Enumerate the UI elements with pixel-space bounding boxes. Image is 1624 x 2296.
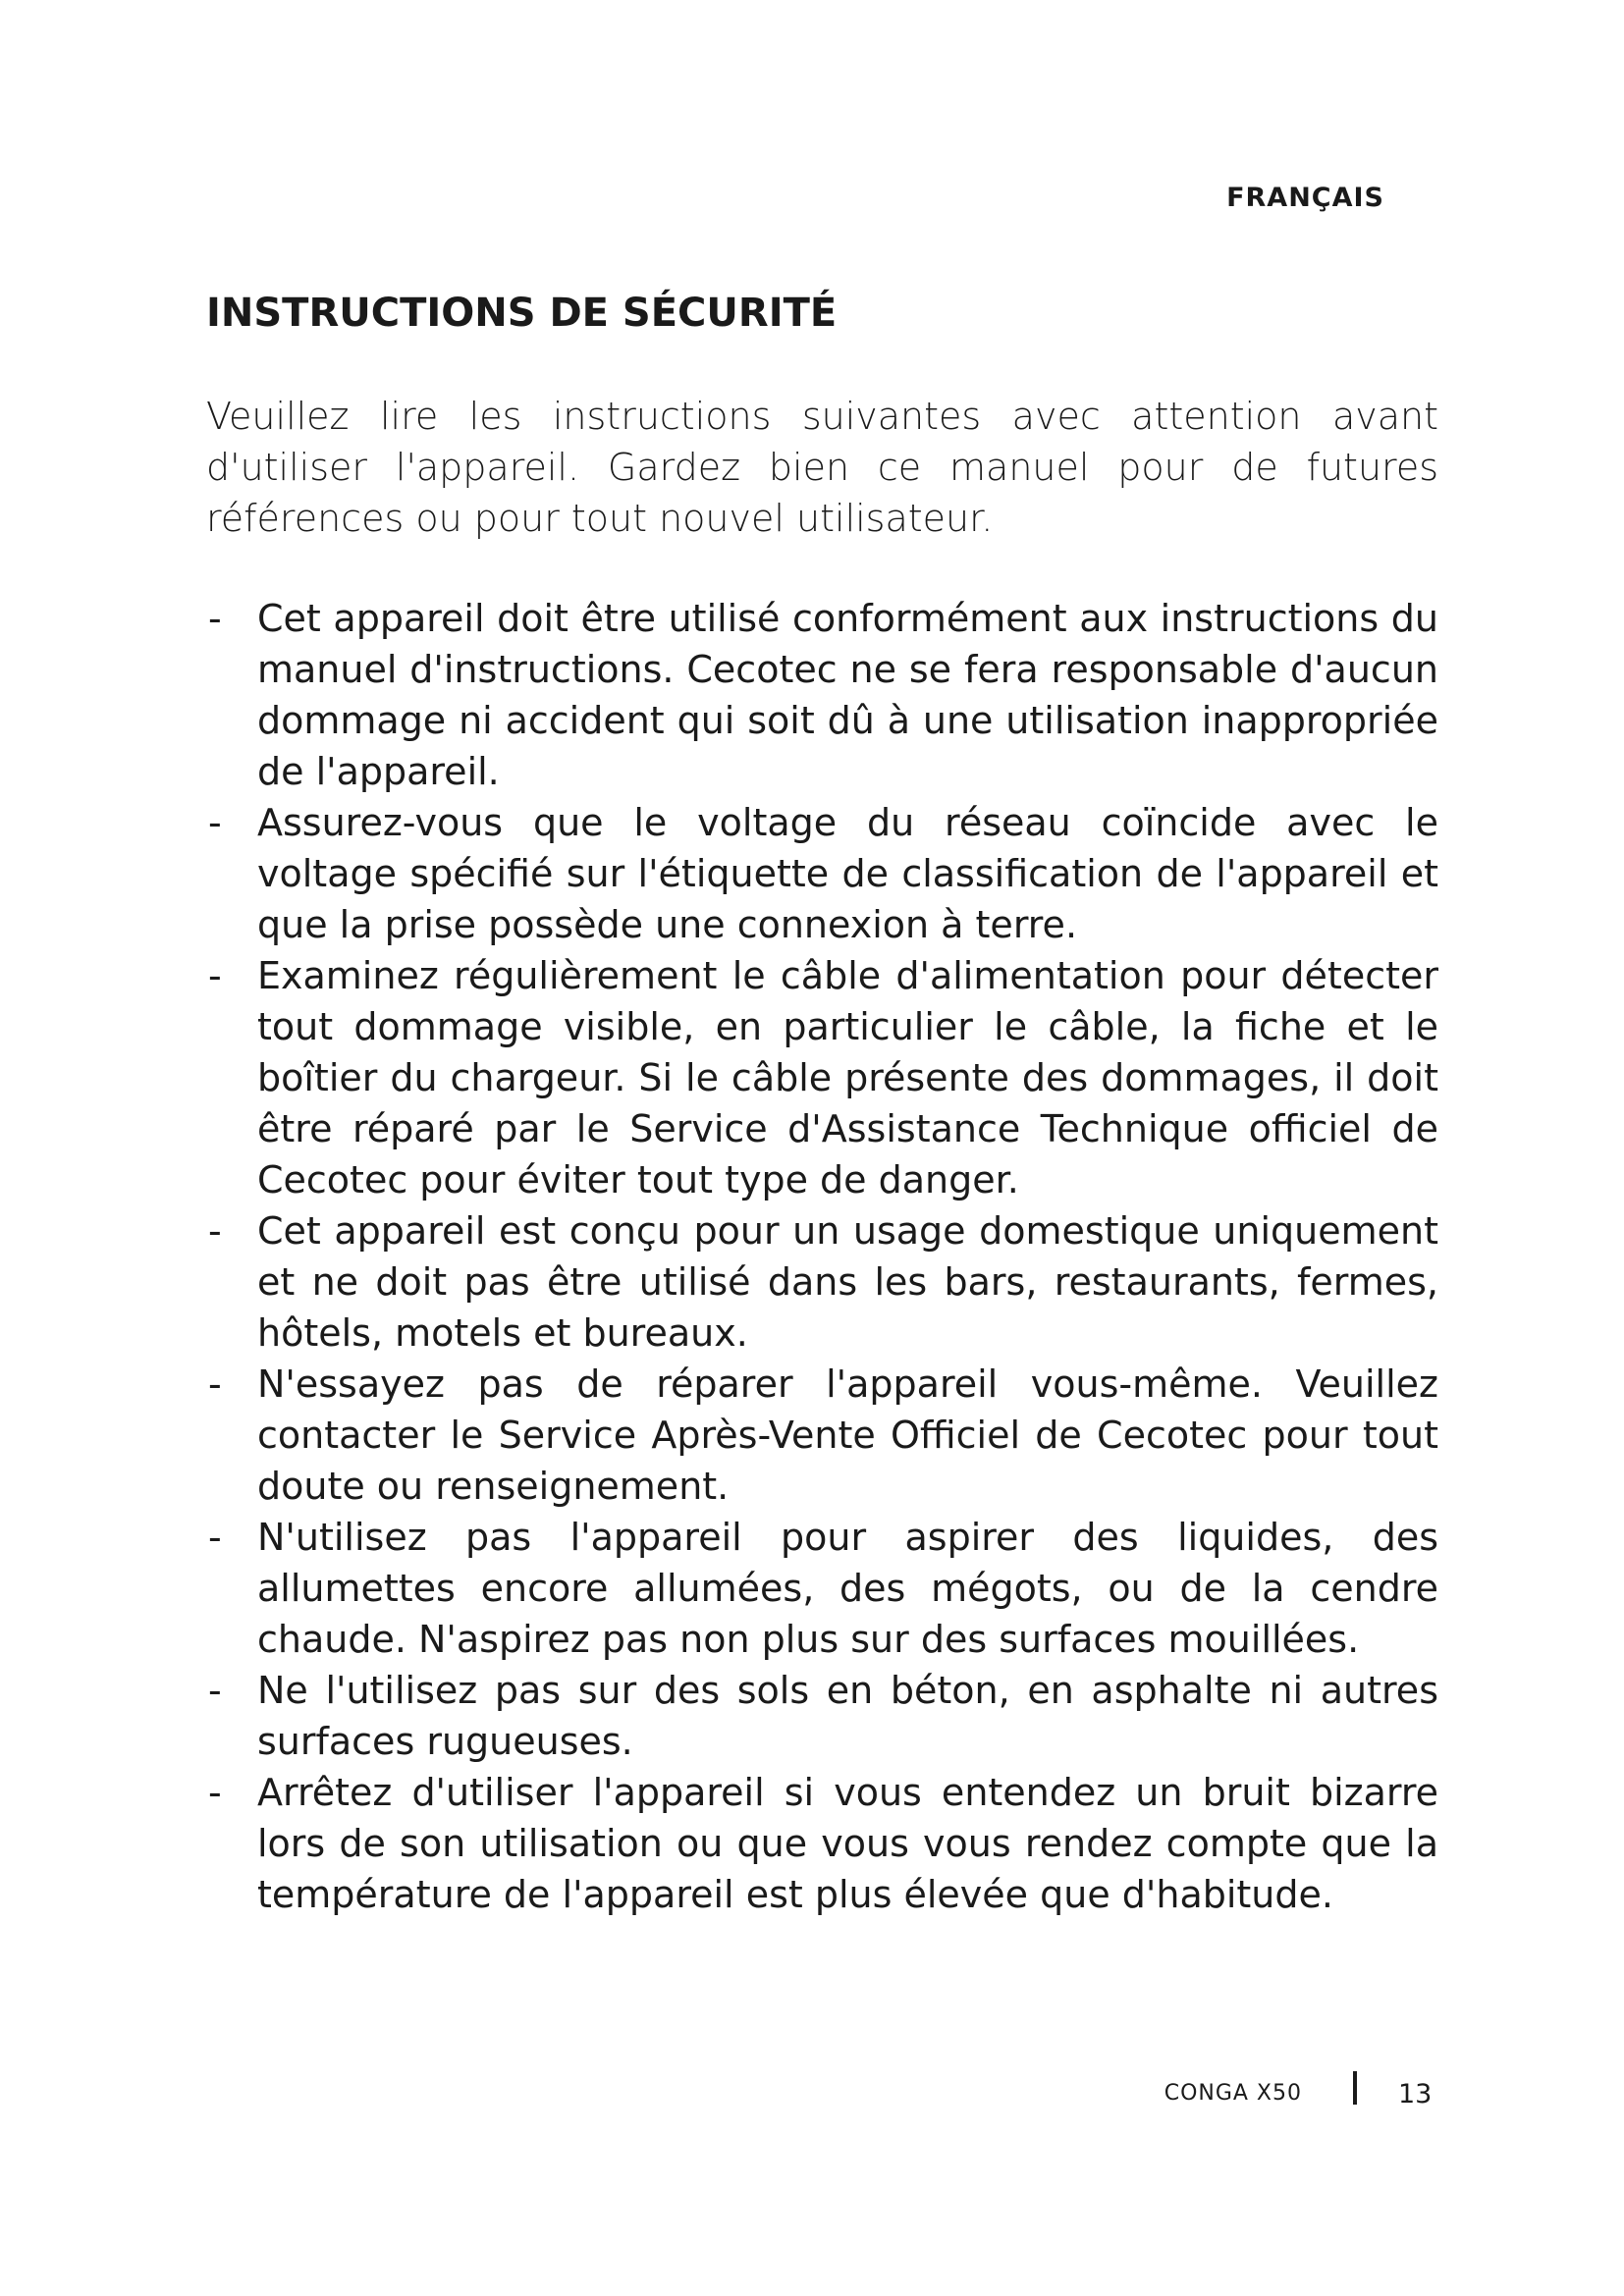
list-item bbox=[206, 1205, 1438, 1359]
list-item-text: Cet appareil est conçu pour un usage domestique uniquement et ne doit pas être utilisé dans les bars, restaurants, fermes, hôtels, motels et bureaux. bbox=[257, 1209, 1438, 1355]
list-item-text: Examinez régulièrement le câble d'alimentation pour détecter tout dommage visible, en particulier le câble, la fiche et le boîtier du chargeur. Si le câble présente des dommages, il doit être réparé par le Service d'Assistance Technique officiel de Cecotec pour éviter tout type de danger. bbox=[257, 954, 1438, 1201]
list-item bbox=[206, 593, 1438, 797]
page-number: 13 bbox=[1398, 2079, 1433, 2109]
list-item bbox=[206, 1665, 1438, 1767]
bullet-dash: - bbox=[208, 1362, 222, 1406]
intro-paragraph: Veuillez lire les instructions suivantes avec attention avant d'utiliser l'appareil. Gardez bien ce manuel pour de futures références ou pour tout nouvel utilisateur. bbox=[206, 395, 1438, 540]
list-item-text: N'essayez pas de réparer l'appareil vous-même. Veuillez contacter le Service Après-Vente Officiel de Cecotec pour tout doute ou renseignement. bbox=[257, 1362, 1438, 1508]
safety-instructions-list bbox=[206, 593, 1438, 1920]
footer-separator bbox=[1353, 2071, 1357, 2105]
list-item-text: Arrêtez d'utiliser l'appareil si vous entendez un bruit bizarre lors de son utilisation ou que vous vous rendez compte que la température de l'appareil est plus élevée que d'habitude. bbox=[257, 1771, 1438, 1916]
list-item-text: Ne l'utilisez pas sur des sols en béton, en asphalte ni autres surfaces rugueuses. bbox=[257, 1669, 1438, 1763]
bullet-dash: - bbox=[208, 1669, 222, 1712]
language-label: FRANÇAIS bbox=[1226, 183, 1384, 213]
list-item bbox=[206, 950, 1438, 1205]
bullet-dash: - bbox=[208, 1771, 222, 1814]
list-item-text: Cet appareil doit être utilisé conformément aux instructions du manuel d'instructions. Cecotec ne se fera responsable d'aucun dommage ni accident qui soit dû à une utilisation inappropriée de l'appareil. bbox=[257, 597, 1438, 793]
bullet-dash: - bbox=[208, 954, 222, 997]
page-footer bbox=[0, 2071, 1624, 2120]
list-item bbox=[206, 1359, 1438, 1512]
bullet-dash: - bbox=[208, 801, 222, 844]
list-item-text: N'utilisez pas l'appareil pour aspirer des liquides, des allumettes encore allumées, des mégots, ou de la cendre chaude. N'aspirez pas non plus sur des surfaces mouillées. bbox=[257, 1516, 1438, 1661]
list-item bbox=[206, 1512, 1438, 1665]
bullet-dash: - bbox=[208, 1516, 222, 1559]
list-item bbox=[206, 797, 1438, 950]
list-item-text: Assurez-vous que le voltage du réseau coïncide avec le voltage spécifié sur l'étiquette de classification de l'appareil et que la prise possède une connexion à terre. bbox=[257, 801, 1438, 946]
model-name: CONGA X50 bbox=[1164, 2081, 1302, 2106]
bullet-dash: - bbox=[208, 597, 222, 640]
list-item bbox=[206, 1767, 1438, 1920]
page-title: INSTRUCTIONS DE SÉCURITÉ bbox=[206, 291, 838, 336]
bullet-dash: - bbox=[208, 1209, 222, 1253]
